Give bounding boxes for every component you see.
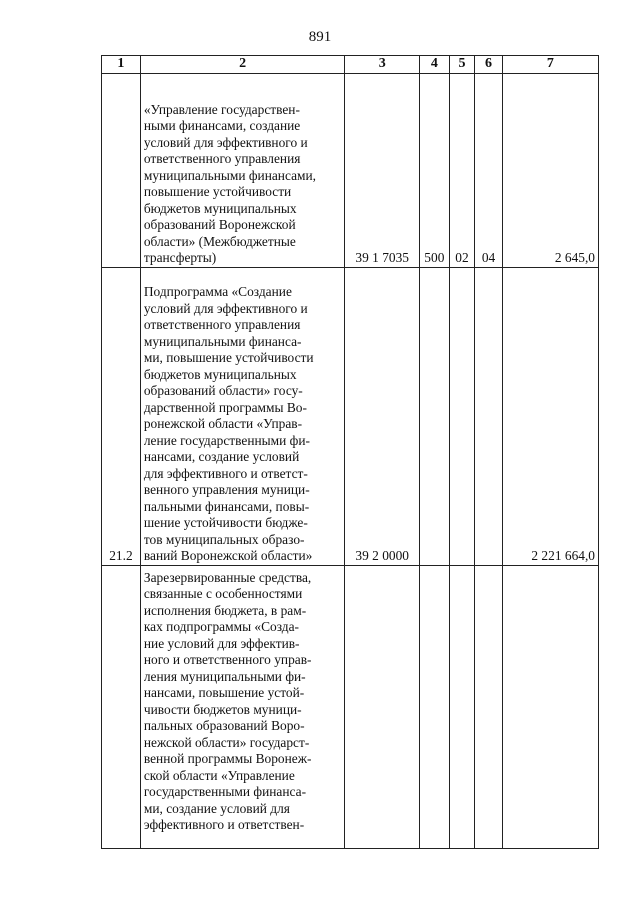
description-line: дарственной программы Во- <box>143 399 307 415</box>
description-line: ление государственными фи- <box>143 432 310 448</box>
target-article-code: 39 1 7035 <box>345 73 420 267</box>
column-header-2: 2 <box>140 56 345 74</box>
description-line: государственными финанса- <box>143 784 307 799</box>
description-line: связанные с особенностями <box>143 586 303 601</box>
description-line: Зарезервированные средства, <box>143 569 312 585</box>
description-line: ного и ответственного управ- <box>143 652 312 667</box>
description-line: пальными финансами, повы- <box>143 498 310 514</box>
description-line: условий для эффективного и <box>143 134 308 150</box>
description-line: муниципальными финанса- <box>143 333 302 349</box>
description-line: трансферты) <box>143 250 217 265</box>
description-line: чивости бюджетов муници- <box>143 701 302 717</box>
description-line: ными финансами, создание <box>143 118 301 133</box>
description-line: ваний Воронежской области» <box>143 548 313 563</box>
description-line: Подпрограмма «Создание <box>143 284 292 299</box>
description-line: шение устойчивости бюдже- <box>143 515 308 530</box>
expense-type-code <box>420 565 450 848</box>
description-line: эффективного и ответствен- <box>143 817 305 832</box>
description-line: ронежской области «Управ- <box>143 416 303 431</box>
description-line: области» (Межбюджетные <box>143 233 296 249</box>
amount: 2 645,0 <box>502 73 598 267</box>
description-line: ках подпрограммы «Созда- <box>143 619 300 634</box>
row-description <box>140 565 345 848</box>
expense-type-code <box>420 267 450 565</box>
section-code <box>449 565 475 848</box>
row-description <box>140 73 345 267</box>
description-line: тов муниципальных образо- <box>143 531 305 547</box>
description-line: для эффективного и ответст- <box>143 465 308 481</box>
column-header-3: 3 <box>345 56 420 74</box>
row-number: 21.2 <box>102 267 141 565</box>
description-line: нансами, повышение устой- <box>143 685 305 700</box>
description-line: венной программы Воронеж- <box>143 751 312 766</box>
amount <box>502 565 598 848</box>
page-number: 891 <box>308 29 332 45</box>
description-line: ми, создание условий для <box>143 800 290 816</box>
row-number <box>102 73 141 267</box>
description-line: ответственного управления <box>143 151 301 166</box>
description-line: нансами, создание условий <box>143 449 300 464</box>
target-article-code <box>345 565 420 848</box>
budget-table <box>101 55 599 849</box>
description-line: бюджетов муниципальных <box>143 366 297 382</box>
description-line: ской области «Управление <box>143 767 295 783</box>
description-line: условий для эффективного и <box>143 300 308 316</box>
subsection-code <box>475 267 503 565</box>
expense-type-code: 500 <box>420 73 450 267</box>
column-header-5: 5 <box>449 56 475 74</box>
description-line: ми, повышение устойчивости <box>143 350 314 365</box>
description-line: пальных образований Воро- <box>143 718 305 733</box>
subsection-code <box>475 565 503 848</box>
description-line: венного управления муници- <box>143 482 310 497</box>
target-article-code: 39 2 0000 <box>345 267 420 565</box>
column-header-7: 7 <box>502 56 598 74</box>
description-line: ления муниципальными фи- <box>143 668 306 684</box>
row-number <box>102 565 141 848</box>
table-row <box>102 565 599 848</box>
section-code <box>449 267 475 565</box>
column-header-1: 1 <box>102 56 141 74</box>
description-line: нежской области» государст- <box>143 734 310 750</box>
description-line: повышение устойчивости <box>143 184 292 199</box>
description-line: образований области» госу- <box>143 383 303 398</box>
column-header-6: 6 <box>475 56 503 74</box>
description-line: ние условий для эффектив- <box>143 635 300 651</box>
table-row <box>102 73 599 267</box>
header-row <box>102 56 599 74</box>
column-header-4: 4 <box>420 56 450 74</box>
description-line: бюджетов муниципальных <box>143 200 297 216</box>
subsection-code: 04 <box>475 73 503 267</box>
table-row <box>102 267 599 565</box>
description-line: муниципальными финансами, <box>143 167 317 183</box>
description-line: «Управление государствен- <box>143 101 300 117</box>
row-description <box>140 267 345 565</box>
amount: 2 221 664,0 <box>502 267 598 565</box>
description-line: ответственного управления <box>143 317 301 332</box>
description-line: образований Воронежской <box>143 217 296 232</box>
description-line: исполнения бюджета, в рам- <box>143 602 307 618</box>
section-code: 02 <box>449 73 475 267</box>
